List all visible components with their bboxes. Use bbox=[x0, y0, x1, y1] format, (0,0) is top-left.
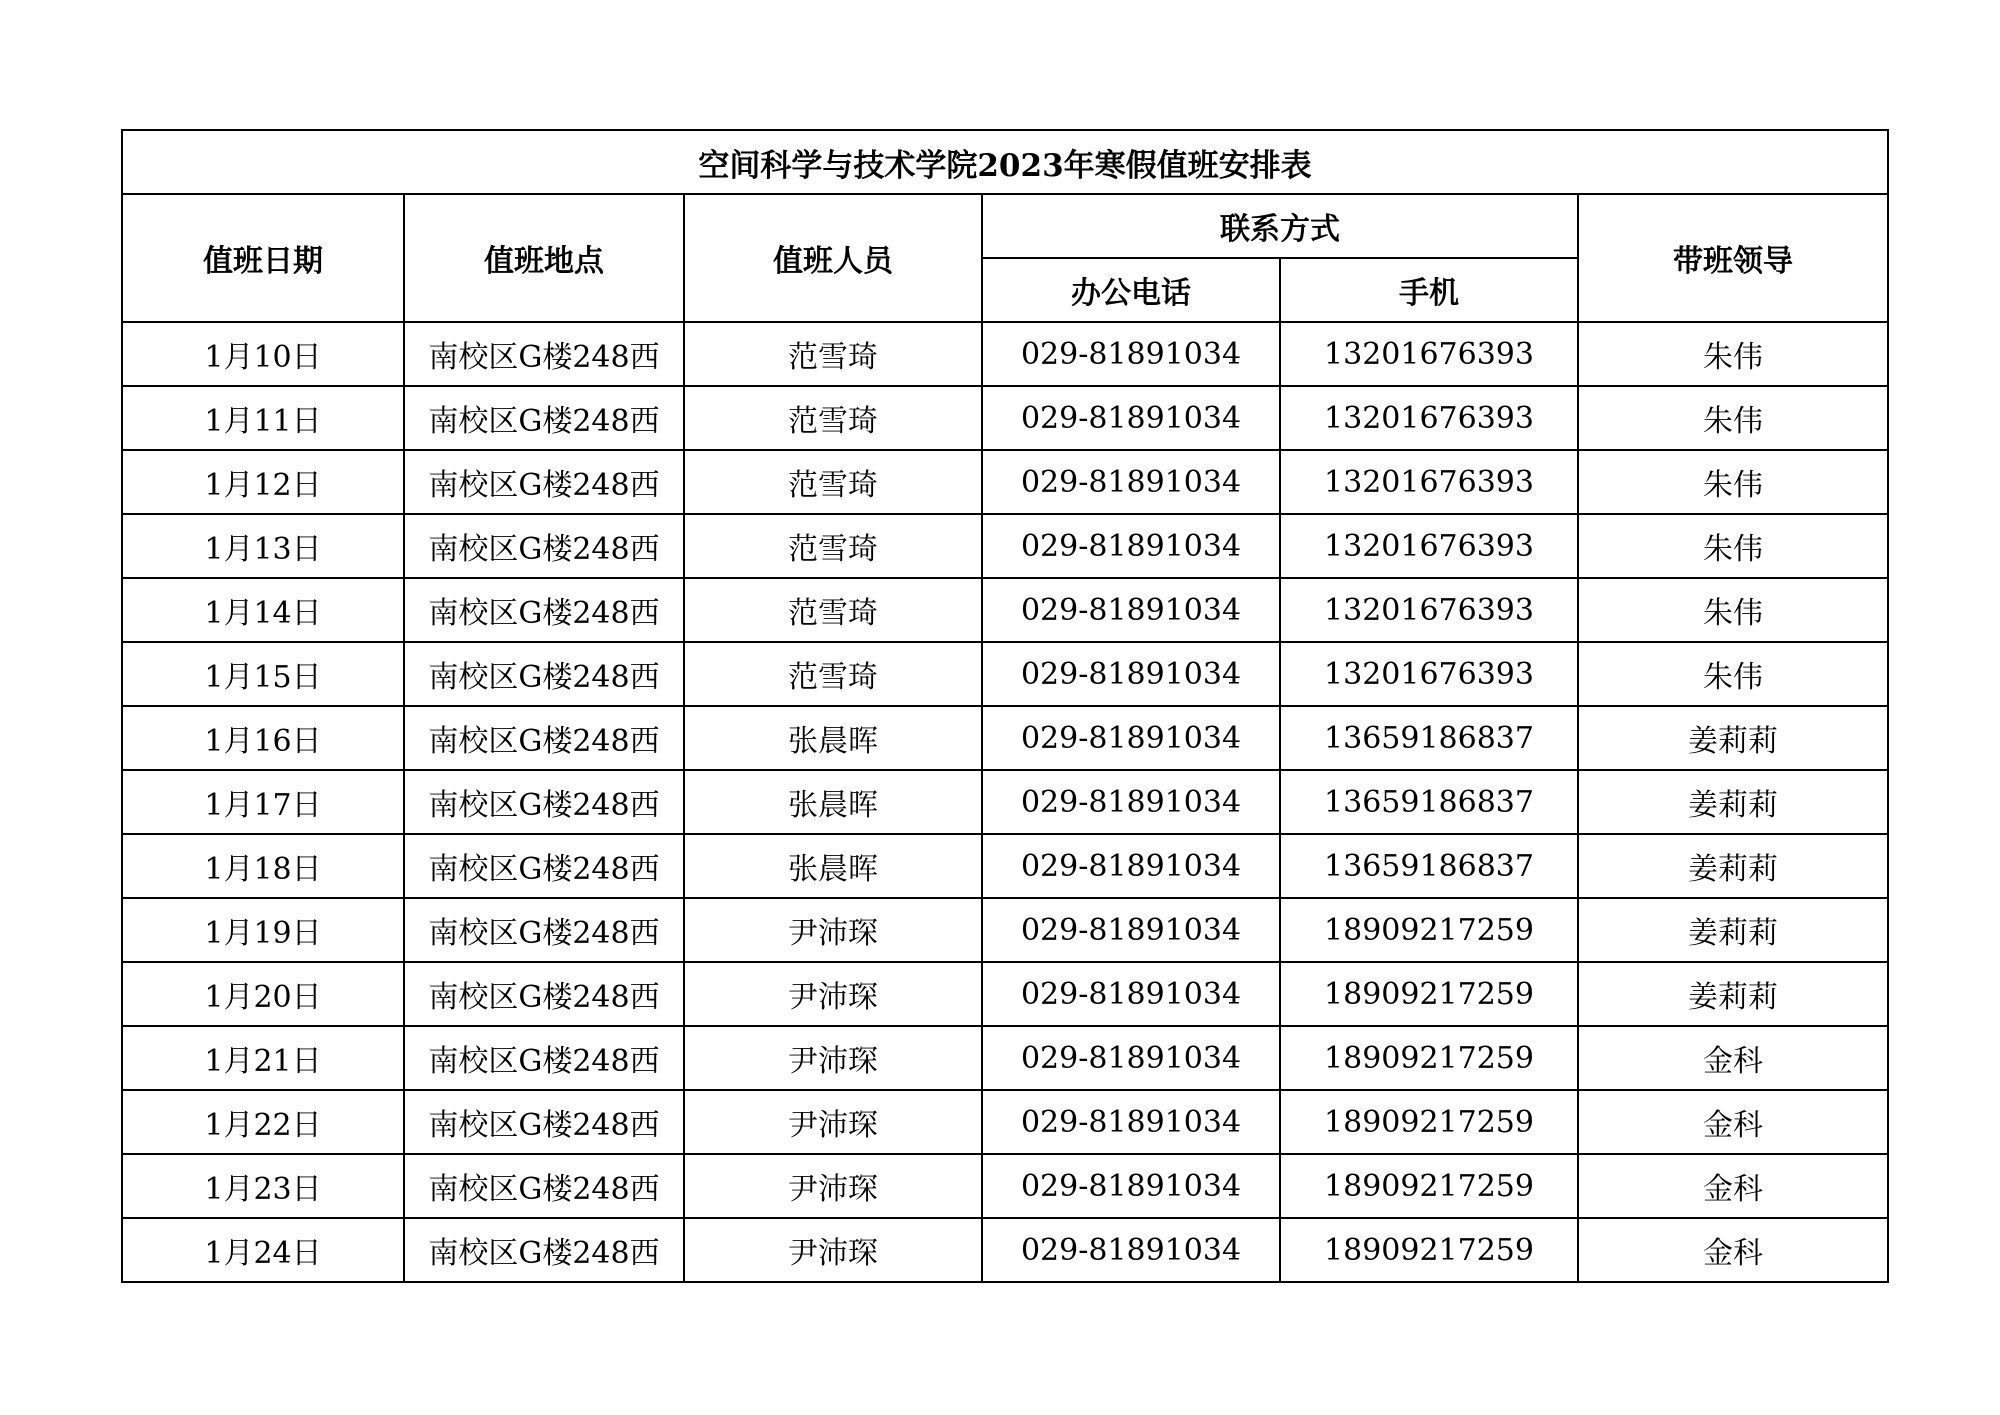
cell-date: 1月14日 bbox=[122, 578, 404, 642]
cell-mobile: 13201676393 bbox=[1280, 642, 1578, 706]
cell-staff: 范雪琦 bbox=[684, 386, 982, 450]
cell-leader: 金科 bbox=[1578, 1026, 1888, 1090]
cell-staff: 尹沛琛 bbox=[684, 1154, 982, 1218]
cell-office-phone: 029-81891034 bbox=[982, 450, 1280, 514]
cell-date: 1月12日 bbox=[122, 450, 404, 514]
cell-office-phone: 029-81891034 bbox=[982, 1090, 1280, 1154]
cell-date: 1月21日 bbox=[122, 1026, 404, 1090]
cell-leader: 姜莉莉 bbox=[1578, 898, 1888, 962]
cell-mobile: 13201676393 bbox=[1280, 514, 1578, 578]
cell-leader: 姜莉莉 bbox=[1578, 770, 1888, 834]
cell-location: 南校区G楼248西 bbox=[404, 386, 684, 450]
cell-mobile: 18909217259 bbox=[1280, 962, 1578, 1026]
table-row bbox=[122, 1154, 1888, 1218]
header-date: 值班日期 bbox=[122, 194, 404, 322]
cell-staff: 范雪琦 bbox=[684, 514, 982, 578]
cell-date: 1月19日 bbox=[122, 898, 404, 962]
cell-office-phone: 029-81891034 bbox=[982, 834, 1280, 898]
cell-date: 1月24日 bbox=[122, 1218, 404, 1282]
cell-mobile: 13201676393 bbox=[1280, 322, 1578, 386]
cell-mobile: 13201676393 bbox=[1280, 450, 1578, 514]
cell-staff: 尹沛琛 bbox=[684, 1218, 982, 1282]
table-row bbox=[122, 770, 1888, 834]
cell-location: 南校区G楼248西 bbox=[404, 834, 684, 898]
cell-date: 1月17日 bbox=[122, 770, 404, 834]
table-row bbox=[122, 834, 1888, 898]
cell-mobile: 13201676393 bbox=[1280, 386, 1578, 450]
cell-date: 1月23日 bbox=[122, 1154, 404, 1218]
cell-date: 1月13日 bbox=[122, 514, 404, 578]
title-row bbox=[122, 130, 1888, 194]
cell-date: 1月10日 bbox=[122, 322, 404, 386]
cell-location: 南校区G楼248西 bbox=[404, 1090, 684, 1154]
header-location: 值班地点 bbox=[404, 194, 684, 322]
header-mobile: 手机 bbox=[1280, 258, 1578, 322]
table-row bbox=[122, 322, 1888, 386]
cell-location: 南校区G楼248西 bbox=[404, 962, 684, 1026]
table-row bbox=[122, 514, 1888, 578]
table-row bbox=[122, 962, 1888, 1026]
cell-mobile: 13201676393 bbox=[1280, 578, 1578, 642]
cell-staff: 尹沛琛 bbox=[684, 1026, 982, 1090]
cell-location: 南校区G楼248西 bbox=[404, 578, 684, 642]
cell-location: 南校区G楼248西 bbox=[404, 1154, 684, 1218]
table-row bbox=[122, 642, 1888, 706]
cell-date: 1月16日 bbox=[122, 706, 404, 770]
cell-staff: 范雪琦 bbox=[684, 322, 982, 386]
header-leader: 带班领导 bbox=[1578, 194, 1888, 322]
table-title: 空间科学与技术学院2023年寒假值班安排表 bbox=[122, 130, 1888, 194]
cell-office-phone: 029-81891034 bbox=[982, 642, 1280, 706]
cell-date: 1月18日 bbox=[122, 834, 404, 898]
cell-office-phone: 029-81891034 bbox=[982, 386, 1280, 450]
cell-leader: 姜莉莉 bbox=[1578, 834, 1888, 898]
header-staff: 值班人员 bbox=[684, 194, 982, 322]
cell-leader: 金科 bbox=[1578, 1154, 1888, 1218]
cell-location: 南校区G楼248西 bbox=[404, 1026, 684, 1090]
table-row bbox=[122, 706, 1888, 770]
cell-leader: 朱伟 bbox=[1578, 386, 1888, 450]
cell-location: 南校区G楼248西 bbox=[404, 1218, 684, 1282]
cell-staff: 张晨晖 bbox=[684, 834, 982, 898]
cell-location: 南校区G楼248西 bbox=[404, 770, 684, 834]
cell-mobile: 18909217259 bbox=[1280, 1026, 1578, 1090]
cell-leader: 姜莉莉 bbox=[1578, 706, 1888, 770]
table-row bbox=[122, 1026, 1888, 1090]
cell-staff: 张晨晖 bbox=[684, 706, 982, 770]
cell-office-phone: 029-81891034 bbox=[982, 514, 1280, 578]
duty-schedule-sheet bbox=[121, 129, 1887, 1283]
table-row bbox=[122, 578, 1888, 642]
cell-office-phone: 029-81891034 bbox=[982, 1218, 1280, 1282]
cell-office-phone: 029-81891034 bbox=[982, 322, 1280, 386]
cell-office-phone: 029-81891034 bbox=[982, 962, 1280, 1026]
cell-mobile: 18909217259 bbox=[1280, 898, 1578, 962]
cell-mobile: 18909217259 bbox=[1280, 1090, 1578, 1154]
cell-office-phone: 029-81891034 bbox=[982, 770, 1280, 834]
cell-staff: 张晨晖 bbox=[684, 770, 982, 834]
cell-staff: 范雪琦 bbox=[684, 450, 982, 514]
cell-location: 南校区G楼248西 bbox=[404, 642, 684, 706]
header-contact: 联系方式 bbox=[982, 194, 1578, 258]
header-row-top bbox=[122, 194, 1888, 258]
cell-office-phone: 029-81891034 bbox=[982, 578, 1280, 642]
cell-date: 1月11日 bbox=[122, 386, 404, 450]
cell-location: 南校区G楼248西 bbox=[404, 322, 684, 386]
cell-office-phone: 029-81891034 bbox=[982, 898, 1280, 962]
cell-staff: 尹沛琛 bbox=[684, 962, 982, 1026]
cell-leader: 朱伟 bbox=[1578, 642, 1888, 706]
cell-leader: 朱伟 bbox=[1578, 322, 1888, 386]
cell-office-phone: 029-81891034 bbox=[982, 1154, 1280, 1218]
table-row bbox=[122, 1090, 1888, 1154]
cell-staff: 范雪琦 bbox=[684, 642, 982, 706]
cell-date: 1月22日 bbox=[122, 1090, 404, 1154]
table-row bbox=[122, 450, 1888, 514]
cell-staff: 范雪琦 bbox=[684, 578, 982, 642]
table-row bbox=[122, 386, 1888, 450]
cell-staff: 尹沛琛 bbox=[684, 1090, 982, 1154]
cell-location: 南校区G楼248西 bbox=[404, 706, 684, 770]
cell-leader: 金科 bbox=[1578, 1090, 1888, 1154]
header-office-phone: 办公电话 bbox=[982, 258, 1280, 322]
cell-mobile: 18909217259 bbox=[1280, 1218, 1578, 1282]
cell-leader: 金科 bbox=[1578, 1218, 1888, 1282]
cell-leader: 姜莉莉 bbox=[1578, 962, 1888, 1026]
cell-office-phone: 029-81891034 bbox=[982, 706, 1280, 770]
cell-location: 南校区G楼248西 bbox=[404, 450, 684, 514]
cell-staff: 尹沛琛 bbox=[684, 898, 982, 962]
cell-location: 南校区G楼248西 bbox=[404, 514, 684, 578]
cell-mobile: 13659186837 bbox=[1280, 834, 1578, 898]
cell-office-phone: 029-81891034 bbox=[982, 1026, 1280, 1090]
duty-schedule-table bbox=[121, 129, 1889, 1283]
table-row bbox=[122, 1218, 1888, 1282]
table-row bbox=[122, 898, 1888, 962]
cell-date: 1月15日 bbox=[122, 642, 404, 706]
cell-mobile: 13659186837 bbox=[1280, 770, 1578, 834]
cell-mobile: 18909217259 bbox=[1280, 1154, 1578, 1218]
cell-leader: 朱伟 bbox=[1578, 450, 1888, 514]
cell-location: 南校区G楼248西 bbox=[404, 898, 684, 962]
cell-date: 1月20日 bbox=[122, 962, 404, 1026]
cell-leader: 朱伟 bbox=[1578, 578, 1888, 642]
cell-mobile: 13659186837 bbox=[1280, 706, 1578, 770]
cell-leader: 朱伟 bbox=[1578, 514, 1888, 578]
